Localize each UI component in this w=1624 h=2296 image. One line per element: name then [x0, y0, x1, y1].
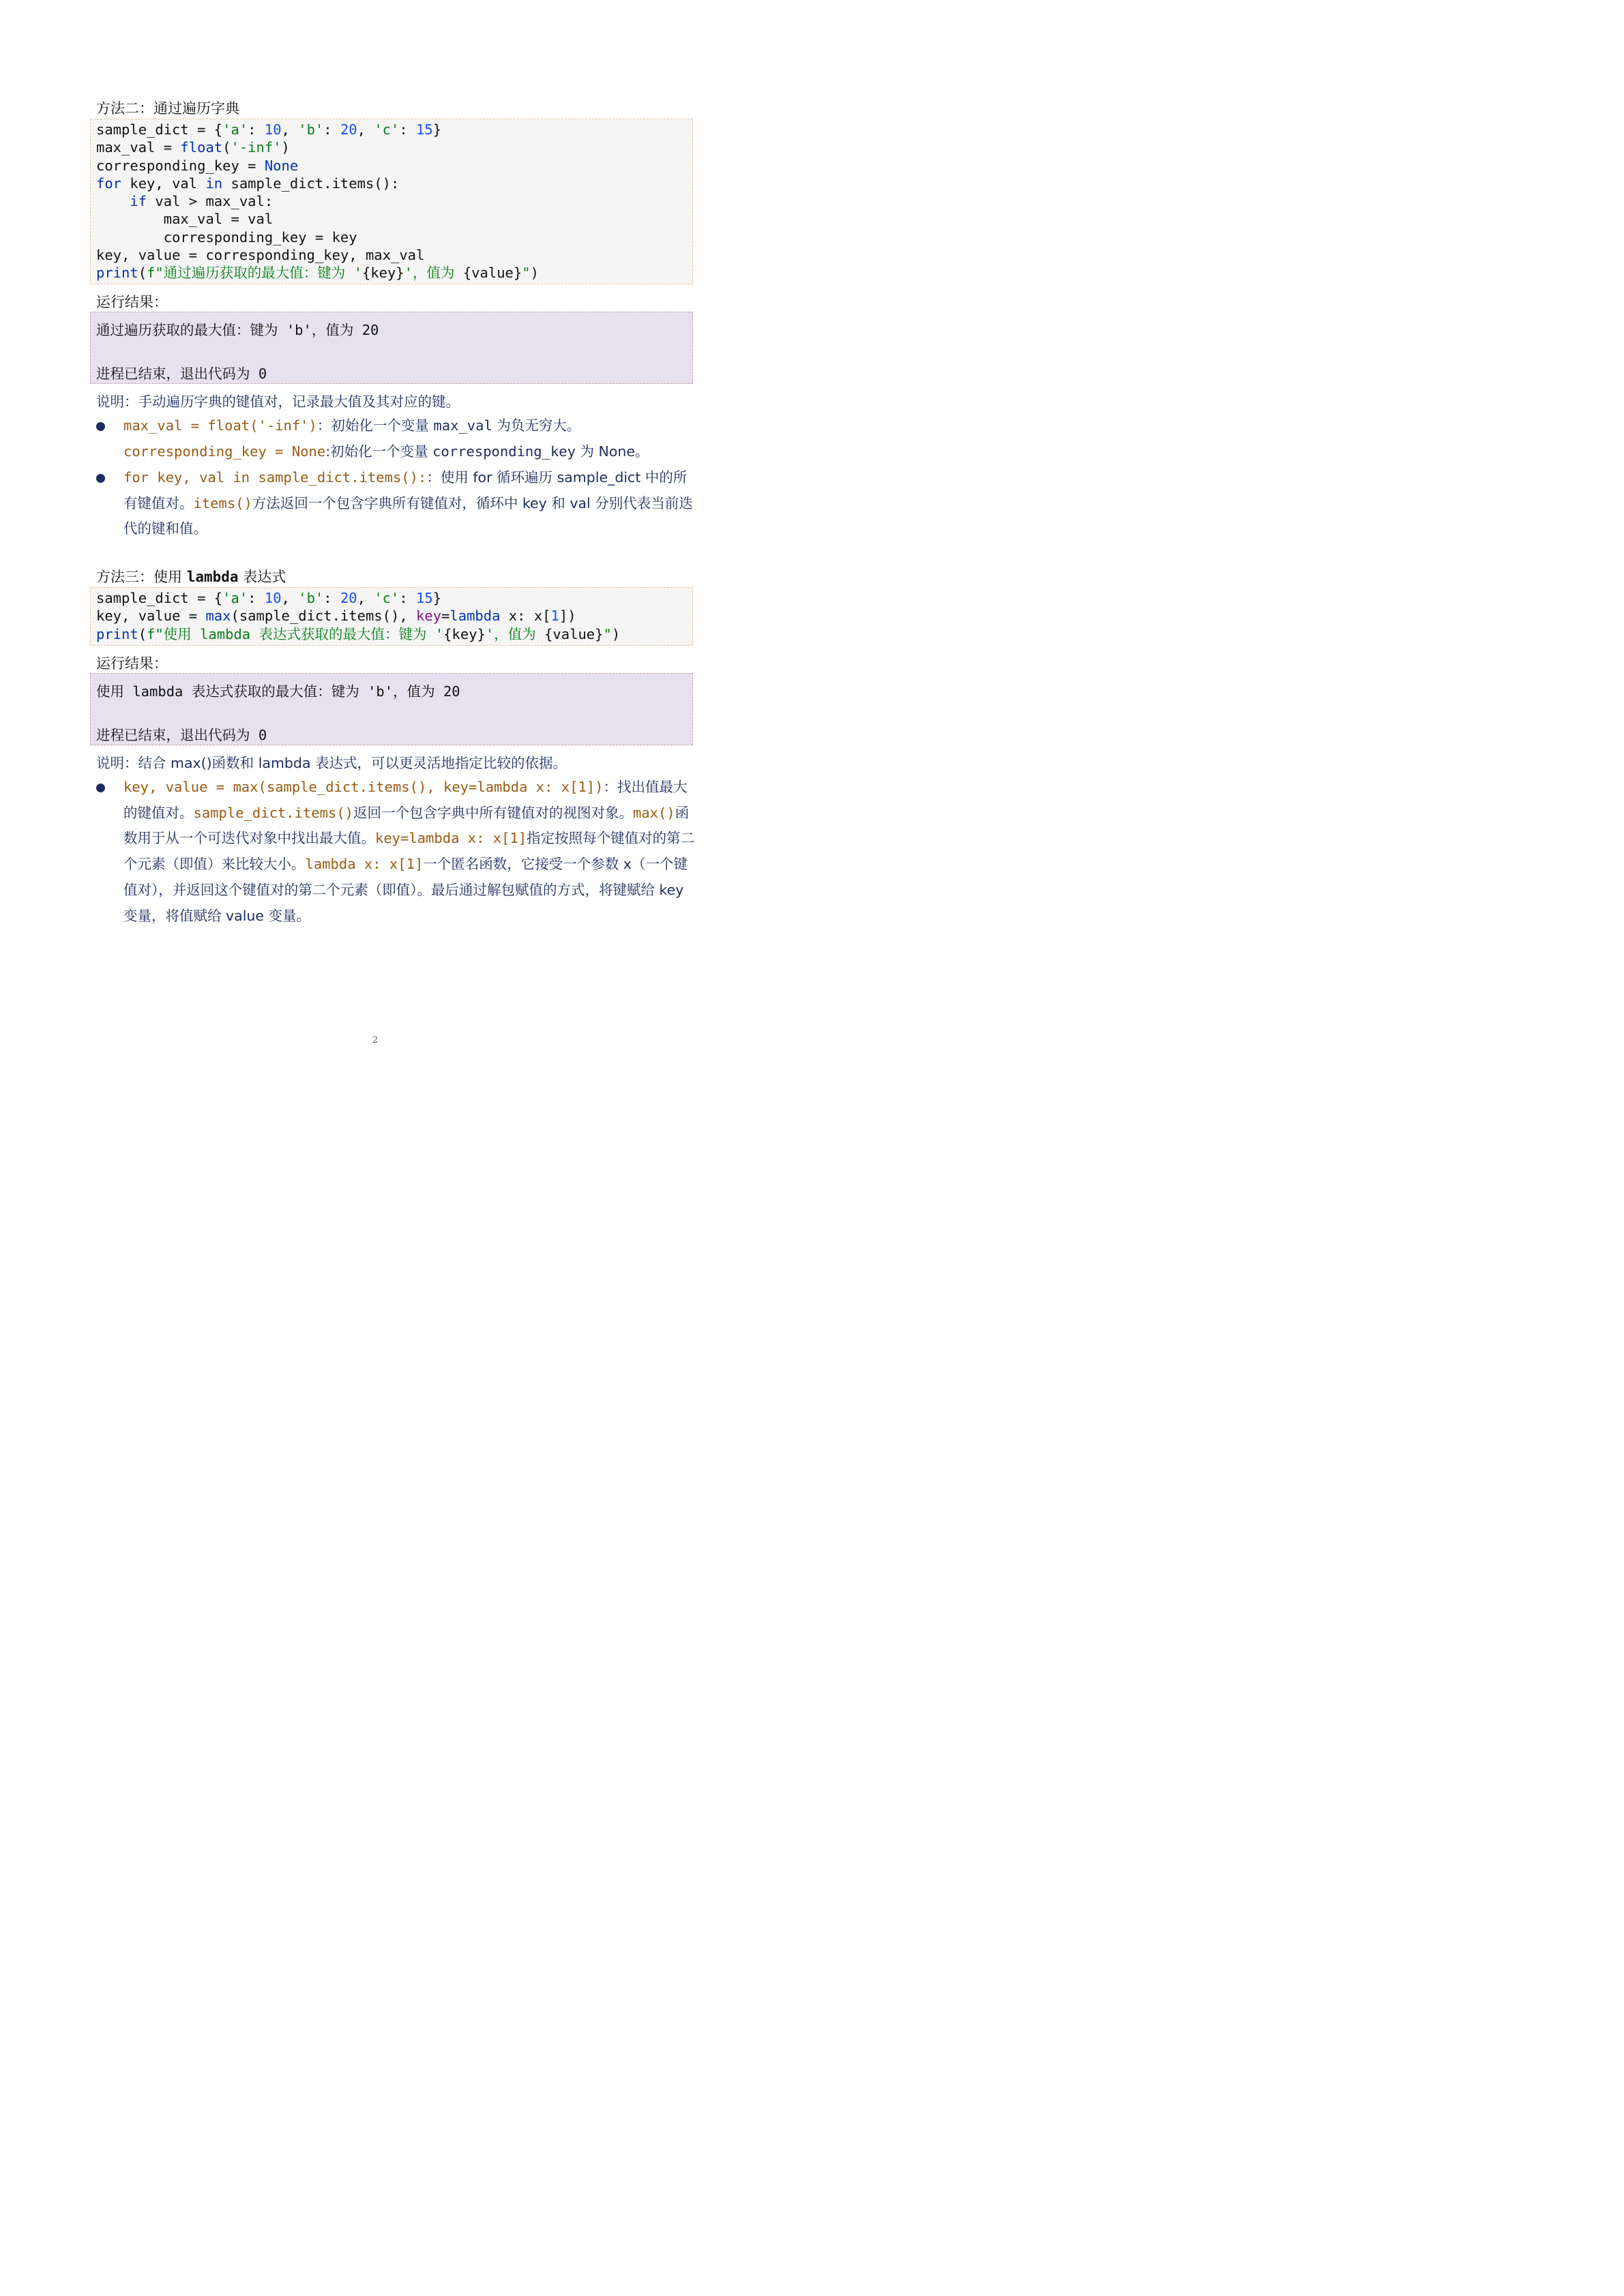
code-line: if val > max_val: — [130, 193, 274, 210]
method3-title: 方法三：使用 lambda 表达式 — [96, 569, 286, 585]
method2-output-block — [90, 312, 693, 384]
method3-result-label: 运行结果： — [96, 655, 168, 672]
code-line: corresponding_key = key — [96, 228, 357, 245]
method2-title: 方法二：通过遍历字典 — [96, 100, 239, 117]
method2-bullet2: for key, val in sample_dict.items():：使用 for 循环遍历 sample_dict 中的所有键值对。items()方法返回一个包含字典所有键值对，循环中 key 和 val 分别代表当前迭代的键和值。 — [123, 469, 693, 537]
method2-result-label: 运行结果： — [96, 294, 168, 310]
bullet-dot — [96, 784, 105, 792]
method2-bullet1: max_val = float('-inf')：初始化一个变量 max_val 为负无穷大。 corresponding_key = None:初始化一个变量 corresponding_key 为 None。 — [123, 417, 649, 460]
code-line: print(f"使用 lambda 表达式获取的最大值：键为 '{key}'，值为 {value}") — [96, 625, 621, 642]
method2-note: 说明：手动遍历字典的键值对，记录最大值及其对应的键。 — [96, 393, 460, 410]
output-line: 使用 lambda 表达式获取的最大值：键为 'b'，值为 20 — [96, 683, 460, 700]
bullet-dot — [96, 422, 105, 431]
code-line: print(f"通过遍历获取的最大值：键为 '{key}'，值为 {value}") — [96, 265, 539, 282]
output-line: 通过遍历获取的最大值：键为 'b'，值为 20 — [96, 322, 379, 338]
code-line: max_val = float('-inf') — [96, 139, 290, 156]
code-line: sample_dict = {'a': 10, 'b': 20, 'c': 15} — [96, 590, 442, 606]
method3-code-block — [90, 587, 693, 646]
bullet-dot — [96, 474, 105, 483]
method3-bullet1: key, value = max(sample_dict.items(), key=lambda x: x[1])：找出值最大的键值对。sample_dict.items()返回一个包含字典中所有键值对的视图对象。max()函数用于从一个可迭代对象中找出最大值。key=lambda x: x[1]指定按照每个键值对的第二个元素（即值）来比较大小。lambda x: x[1]一个匿名函数，它接受一个参数 x（一个键值对），并返回这个键值对的第二个元素（即值）。最后通过解包赋值的方式，将键赋给 key 变量，将值赋给 value 变量。 — [123, 779, 695, 924]
code-line: corresponding_key = None — [96, 157, 299, 174]
output-line: 进程已结束，退出代码为 0 — [96, 366, 267, 382]
output-line: 进程已结束，退出代码为 0 — [96, 727, 267, 743]
code-line: sample_dict = {'a': 10, 'b': 20, 'c': 15} — [96, 121, 442, 138]
method2-code-block — [90, 119, 693, 284]
code-line: key, value = corresponding_key, max_val — [96, 247, 425, 264]
code-line: for key, val in sample_dict.items(): — [96, 175, 400, 192]
method3-output-block — [90, 673, 693, 745]
page-number: 2 — [372, 1035, 379, 1045]
code-line: key, value = max(sample_dict.items(), key=lambda x: x[1]) — [96, 608, 576, 625]
method3-note: 说明：结合 max()函数和 lambda 表达式，可以更灵活地指定比较的依据。 — [96, 755, 567, 771]
code-line: max_val = val — [96, 211, 274, 228]
